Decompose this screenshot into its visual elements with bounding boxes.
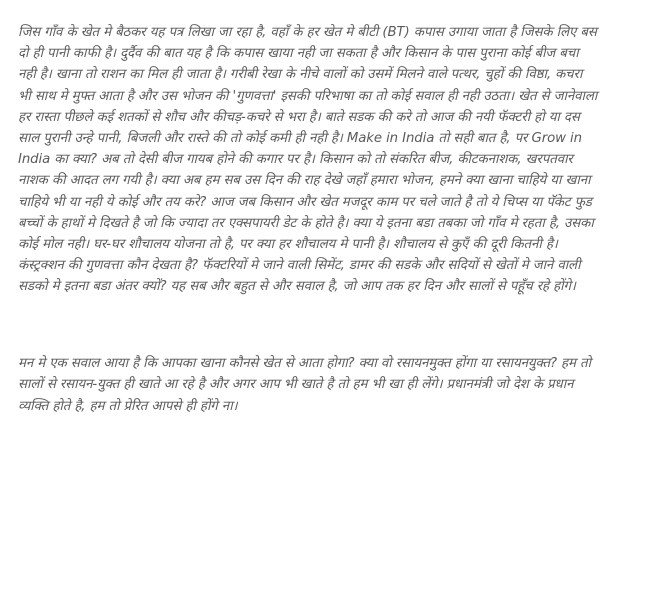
article-paragraph: मन मे एक सवाल आया है कि आपका खाना कौनसे खेत से आता होगा? क्या वो रसायनमुक्त होंगा या रसायनयुक्त? हम तो सालों से रसायन-युक्त ही खाते आ रहे है और अगर आप भी खाते है तो हम भी खा ही लेंगे। प्रधानमंत्री जो देश के प्रधान व्यक्ति होते है, हम तो प्रेरित आपसे ही होंगे ना। (18, 355, 591, 414)
article-body (18, 22, 598, 417)
article-paragraph: जिस गाँव के खेत मे बैठकर यह पत्र लिखा जा रहा है, वहाँ के हर खेत मे बीटी (BT) कपास उगाया जाता है जिसके लिए बस दो ही पानी काफी है। दुर्दैव की बात यह है कि कपास खाया नही जा सकता है और किसान के पास पुराना कोई बीज बचा नही है। खाना तो राशन का मिल ही जाता है। गरीबी रेखा के नीचे वालों को उसमें मिलने वाले पत्थर, चुहों की विष्ठा, कचरा भी साथ मे मुफ्त आता है और उस भोजन की 'गुणवत्ता' इसकी परिभाषा का तो कोई सवाल ही नही उठता। खेत से जानेवाला हर रास्ता पीछले कई शतकों से शौच और कीचड़-कचरे से भरा है। बाते सडक की करे तो आज की नयी फॅक्टरी हो या दस साल पुरानी उन्हे पानी, बिजली और रास्ते की तो कोई कमी ही नही है। Make in India तो सही बात है, पर Grow in India का क्या? अब तो देसी बीज गायब होने की कगार पर है। किसान को तो संकरित बीज, कीटकनाशक, खरपतवार नाशक की आदत लग गयी है। क्या अब हम सब उस दिन की राह देखे जहाँ हमारा भोजन, हमने क्या खाना चाहिये या खाना चाहिये भी या नही ये कोई और तय करे? आज जब किसान और खेत मजदूर काम पर चले जाते है तो ये चिप्स या पॅकेट फुड बच्चों के हाथों मे दिखते है जो कि ज्यादा तर एक्सपायरी डेट के होते है। क्या ये इतना बडा तबका जो गाँव मे रहता है, उसका कोई मोल नही। घर-घर शौचालय योजना तो है, पर क्या हर शौचालय मे पानी है। शौचालय से कुएँ की दूरी कितनी है। कंस्ट्रक्शन की गुणवत्ता कौन देखता है? फॅक्टरियों मे जाने वाली सिमेंट, डामर की सडके और सदियों से खेतों मे जाने वाली सडको मे इतना बडा अंतर क्यों? यह सब और बहुत से और सवाल है, जो आप तक हर दिन और सालों से पहूँच रहे होंगे। (18, 25, 598, 295)
